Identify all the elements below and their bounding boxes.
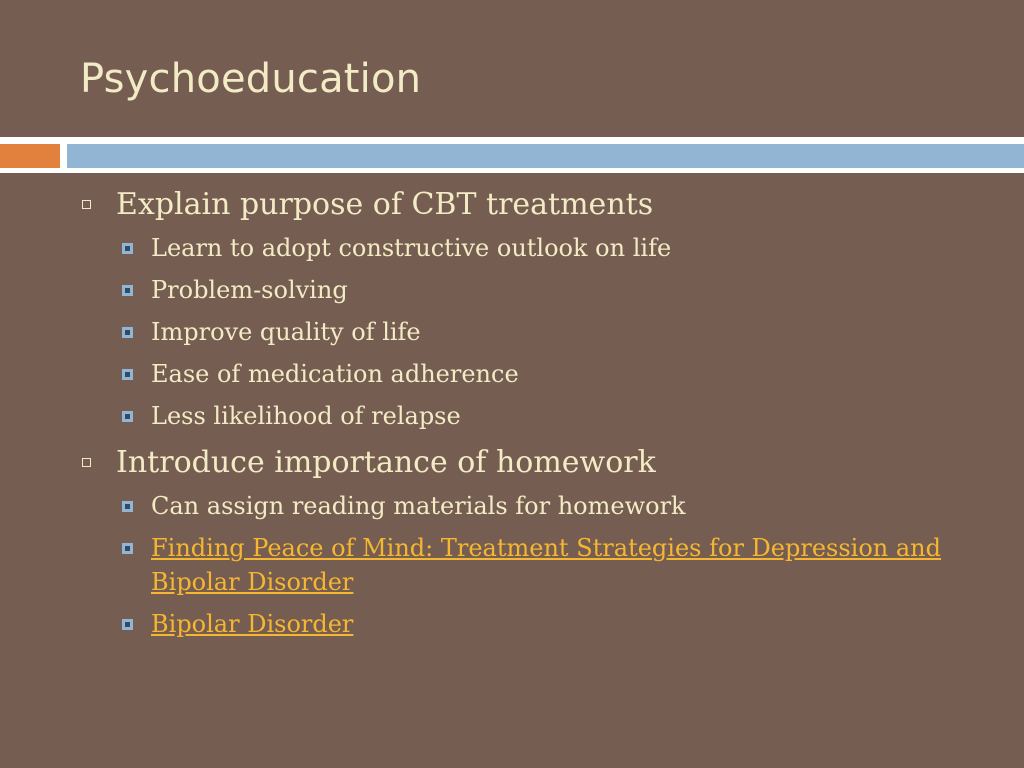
square-bullet-icon	[122, 327, 133, 338]
accent-bar-blue	[67, 144, 1024, 168]
bullet-text: Improve quality of life	[151, 318, 421, 346]
bullet-text: Less likelihood of relapse	[151, 402, 461, 430]
square-bullet-icon	[122, 285, 133, 296]
bullet-text: Introduce importance of homework	[116, 445, 656, 480]
bullet-level2	[0, 399, 1024, 433]
bullet-level2	[0, 531, 1024, 599]
bullet-text: Ease of medication adherence	[151, 360, 519, 388]
square-bullet-icon	[122, 411, 133, 422]
bullet-text: Problem-solving	[151, 276, 348, 304]
hollow-square-bullet-icon	[82, 458, 91, 467]
bullet-level1	[0, 185, 1024, 225]
square-bullet-icon	[122, 543, 133, 554]
slide-title: Psychoeducation	[80, 56, 422, 102]
bullet-level2	[0, 489, 1024, 523]
bullet-level1	[0, 443, 1024, 483]
square-bullet-icon	[122, 369, 133, 380]
slide-content	[0, 185, 1024, 641]
bullet-text: Can assign reading materials for homework	[151, 492, 686, 520]
hollow-square-bullet-icon	[82, 200, 91, 209]
bullet-level2	[0, 607, 1024, 641]
bullet-level2	[0, 273, 1024, 307]
bullet-text: Explain purpose of CBT treatments	[116, 187, 654, 222]
bullet-level2	[0, 231, 1024, 265]
bullet-level2	[0, 357, 1024, 391]
square-bullet-icon	[122, 243, 133, 254]
square-bullet-icon	[122, 619, 133, 630]
link-bipolar-disorder[interactable]: Bipolar Disorder	[151, 610, 354, 638]
bullet-level2	[0, 315, 1024, 349]
bullet-text: Learn to adopt constructive outlook on life	[151, 234, 672, 262]
link-finding-peace-of-mind[interactable]: Finding Peace of Mind: Treatment Strategies for Depression and Bipolar Disorder	[151, 534, 941, 596]
accent-bar-orange	[0, 144, 60, 168]
square-bullet-icon	[122, 501, 133, 512]
